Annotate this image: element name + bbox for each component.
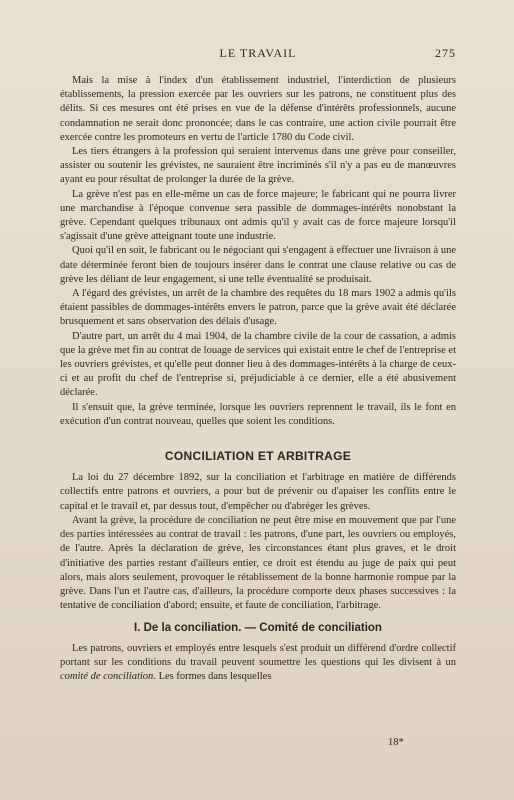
- paragraph-text: . Les formes dans lesquelles: [153, 670, 272, 682]
- subsection-title: I. De la conciliation. — Comité de conciliation: [134, 622, 382, 635]
- paragraph: La grève n'est pas en elle-même un cas de force majeure; le fabricant qui ne pourra livrer une marchandise à l'époque convenue sera passible de dommages-intérêts nonobstant la grève. Cependant quelques tribunaux ont admis qu'il y avait cas de force majeure lorsqu'il s'agissait d'une grève atteignant toute une industrie.: [60, 188, 456, 243]
- paragraph-text: Les patrons, ouvriers et employés entre lesquels s'est produit un différend d'ordre collectif portant sur les conditions du travail peuvent soumettre les questions qui les divisent à un: [60, 642, 456, 668]
- paragraph: Quoi qu'il en soit, le fabricant ou le négociant qui s'engagent à effectuer une livraison à une date déterminée feront bien de toujours insérer dans le contrat une clause relative ou cas de grève les déliant de leur engagement, si une telle éventualité se produisait.: [60, 245, 456, 285]
- paragraph: Avant la grève, la procédure de conciliation ne peut être mise en mouvement que par l'une des parties intéressées au contrat de travail : les patrons, d'une part, les ouvriers ou employés, de l'autre. Après la déclaration de grève, les circonstances étant plus graves, et le droit d'initiative des parties restant d'ailleurs entier, ce droit est étendu au juge de paix qui peut alors, mais alors seulement, provoquer le rétablissement de la bonne harmonie rompue par la grève. Dans l'un et l'autre cas, d'ailleurs, la procédure comporte deux phases successives : la tentative de conciliation d'abord; ensuite, et faute de conciliation, l'arbitrage.: [60, 514, 456, 612]
- paragraph: Les tiers étrangers à la profession qui seraient intervenus dans une grève pour conseiller, assister ou soutenir les grévistes, ne sauraient être incriminés s'il n'y a pas eu de manœuvres ayant eu pour résultat de prolonger la durée de la grève.: [60, 146, 456, 186]
- running-head-title: LE TRAVAIL: [219, 46, 297, 60]
- italic-term: comité de conciliation: [60, 670, 154, 682]
- section-title: CONCILIATION ET ARBITRAGE: [164, 449, 352, 464]
- signature-mark: 18*: [388, 737, 404, 748]
- paragraph: La loi du 27 décembre 1892, sur la conciliation et l'arbitrage en matière de différends collectifs entre patrons et ouvriers, a pour but de prévenir ou d'apaiser les conflits entre le capital et le travail et, par dessus tout, d'empêcher ou d'abréger les grèves.: [60, 472, 456, 512]
- paragraph: Mais la mise à l'index d'un établissement industriel, l'interdiction de plusieurs établissements, la pression exercée par les ouvriers sur les patrons, ne constituent plus des délits. Si ces mesures ont été prises en vue de la défense d'intérêts professionnels, aucune condamnation ne serait donc prononcée; dans le cas contraire, une action civile pourrait être exercée contre les promoteurs en vertu de l'article 1780 du Code civil.: [60, 75, 456, 143]
- running-head: [60, 46, 456, 62]
- page-number: 275: [435, 46, 456, 60]
- body-text: [60, 74, 456, 684]
- paragraph-last: [60, 642, 456, 685]
- paragraph: D'autre part, un arrêt du 4 mai 1904, de la chambre civile de la cour de cassation, a admis que la grève met fin au contrat de louage de services qui existait entre le chef de l'entreprise et les ouvriers grévistes, et qu'elle peut donner lieu à des dommages-intérêts à la charge de ceux-ci et au profit du chef de l'entreprise si, préjudiciable à ce dernier, elle a été abusivement déclarée.: [60, 330, 456, 399]
- paragraph: Il s'ensuit que, la grève terminée, lorsque les ouvriers reprennent le travail, ils le font en exécution d'un contrat nouveau, quelles que soient les conditions.: [60, 401, 456, 427]
- paragraph: A l'égard des grévistes, un arrêt de la chambre des requêtes du 18 mars 1902 a admis qu'ils étaient passibles de dommages-intérêts envers le patron, parce que la grève avait été déclarée brusquement et sans observation des délais d'usage.: [60, 288, 456, 328]
